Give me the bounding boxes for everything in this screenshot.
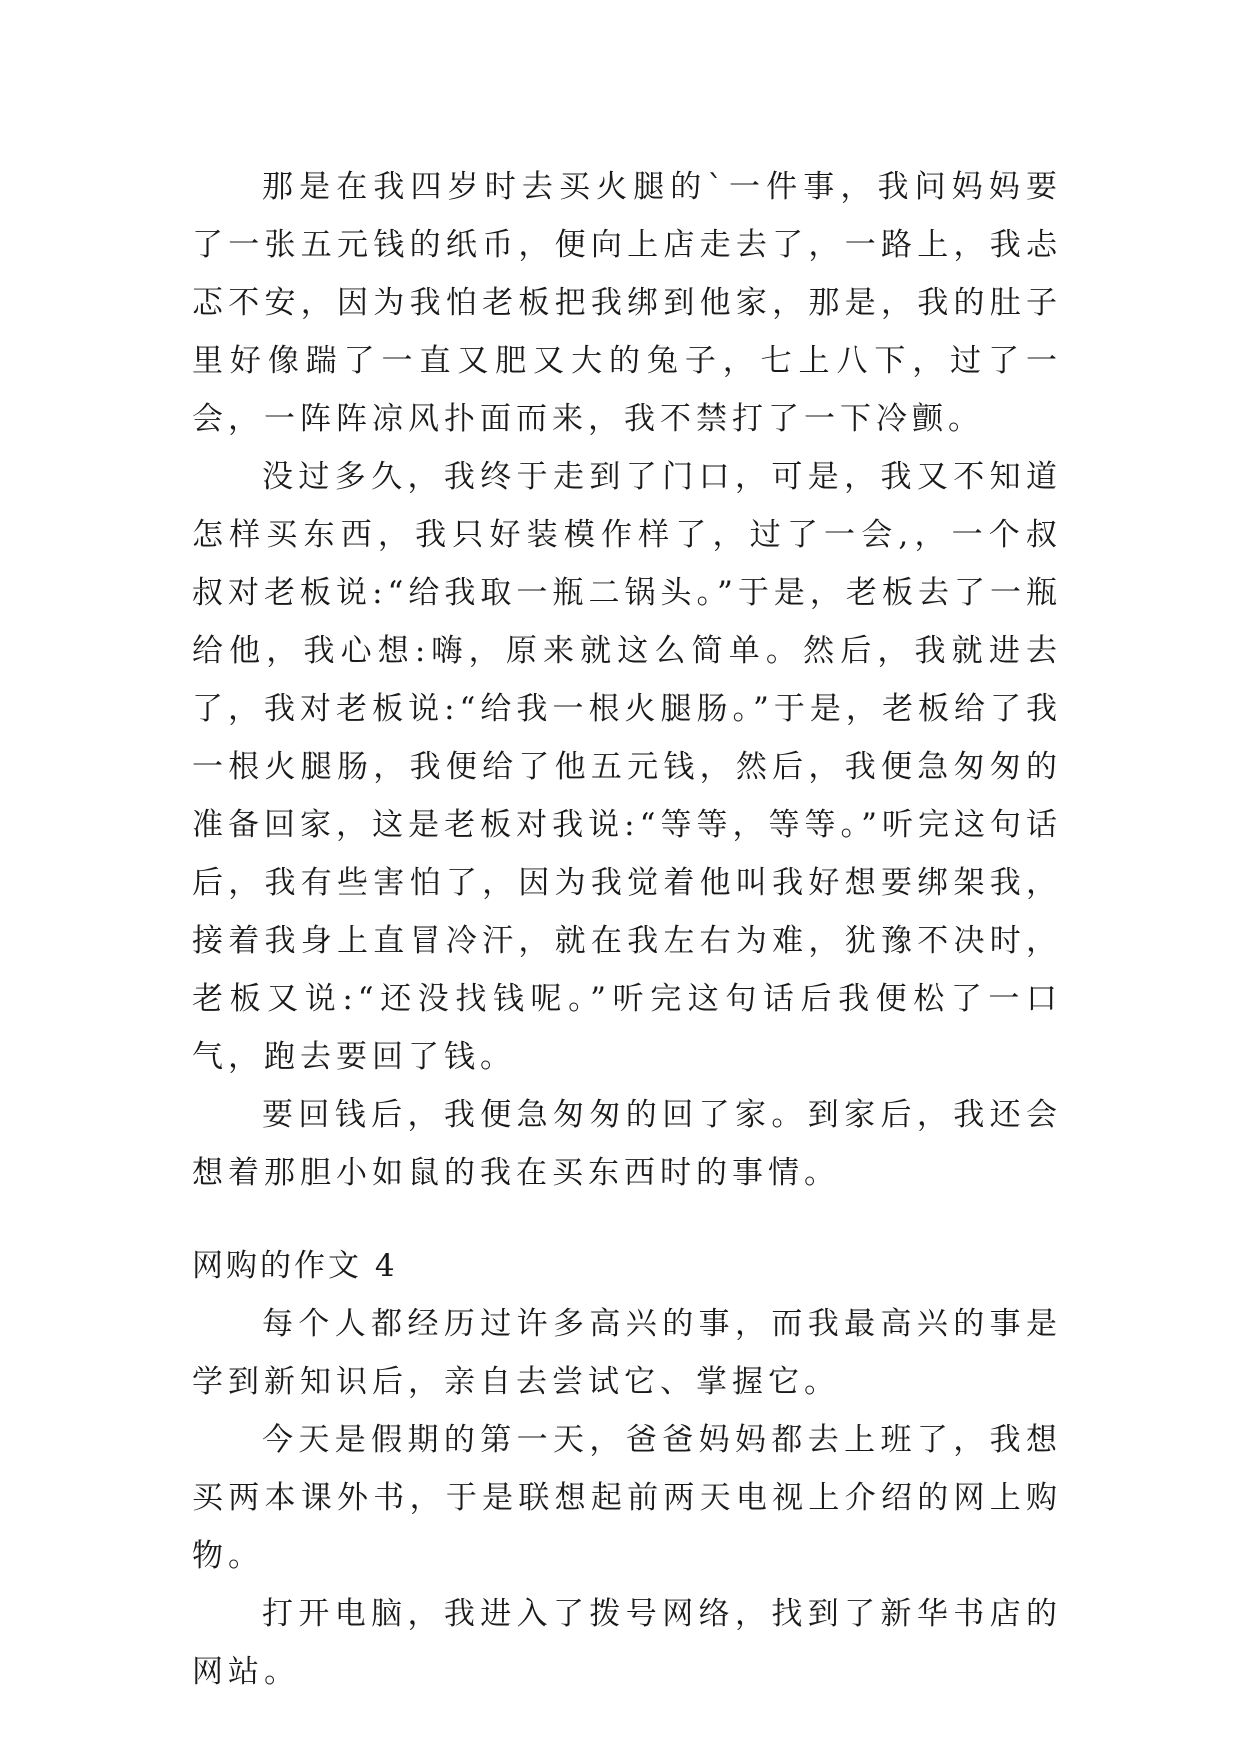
paragraph-open-computer: 打开电脑，我进入了拨号网络，找到了新华书店的网站。 [192,1596,1062,1690]
paragraph-return-home: 要回钱后，我便急匆匆的回了家。到家后，我还会想着那胆小如鼠的我在买东西时的事情。 [192,1097,1062,1191]
document-body [192,158,1062,1701]
section-title: 网购的作文 4 [192,1248,398,1284]
paragraph-at-shop: 没过多久，我终于走到了门口，可是，我又不知道怎样买东西，我只好装模作样了，过了一会,，一个叔叔对老板说:“给我取一瓶二锅头。”于是，老板去了一瓶给他，我心想:嗨，原来就这么简单。然后，我就进去了，我对老板说:“给我一根火腿肠。”于是，老板给了我一根火腿肠，我便给了他五元钱，然后，我便急匆匆的准备回家，这是老板对我说:“等等，等等。”听完这句话后，我有些害怕了，因为我觉着他叫我好想要绑架我，接着我身上直冒冷汗，就在我左右为难，犹豫不决时，老板又说:“还没找钱呢。”听完这句话后我便松了一口气，跑去要回了钱。 [192,459,1062,1075]
section-spacer [192,1202,1062,1237]
paragraph-holiday: 今天是假期的第一天，爸爸妈妈都去上班了，我想买两本课外书，于是联想起前两天电视上介绍的网上购物。 [192,1422,1062,1574]
paragraph-buy-ham: 那是在我四岁时去买火腿的`一件事，我问妈妈要了一张五元钱的纸币，便向上店走去了，一路上，我忐忑不安，因为我怕老板把我绑到他家，那是，我的肚子里好像踹了一直又肥又大的兔子，七上八下，过了一会，一阵阵凉风扑面而来，我不禁打了一下冷颤。 [192,169,1062,437]
paragraph-happy-things: 每个人都经历过许多高兴的事，而我最高兴的事是学到新知识后，亲自去尝试它、掌握它。 [192,1306,1062,1400]
